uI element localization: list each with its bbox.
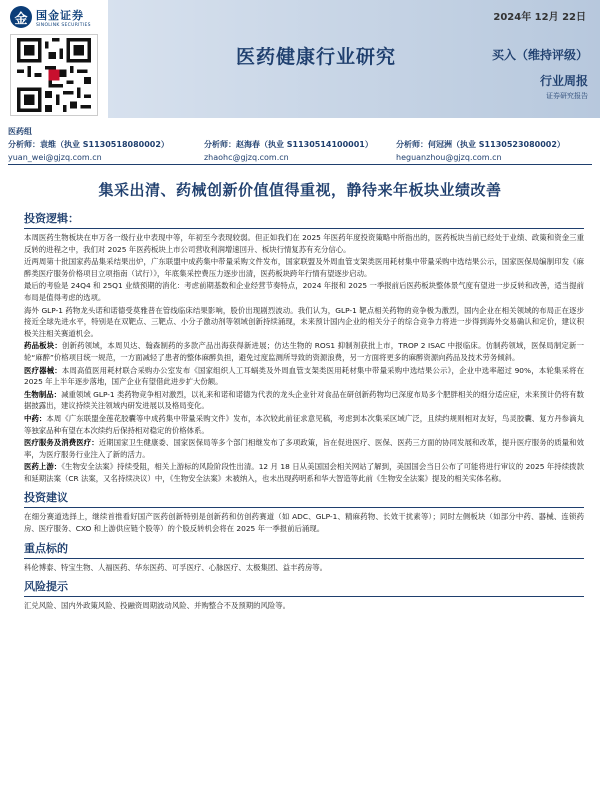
brand-name: 国金证券 (36, 8, 84, 22)
paragraph-targets: 科伦博泰、特宝生物、人福医药、华东医药、可孚医疗、心脉医疗、太极集团、益丰药房等。 (24, 562, 328, 572)
analyst-card (8, 139, 204, 162)
paragraph: 海外 GLP-1 药物龙头诺和诺德受莫雅普在管线临床结果影响，股价出现剧烈波动。我们认为，GLP-1 靶点相关药物的竞争极为激烈，国内企业在相关领域的布局正在逐步接近全球先进水平，特别是在双靶点、三靶点、小分子激动剂等领域创新持续涌现，未来预计国内企业的相关分子的综合竞争力将进一步得到海外交易确认和定价，建议积极关注相关赛道机会。 (24, 305, 584, 338)
paragraph-devices: 医疗器械：本周高值医用耗材联合采购办公室发布《国家组织人工耳蜗类及外周血管支架类医用耗材集中带量采购中选结果公示》，企业中选率超过 90%，本轮集采将在 2025 年上半年逐步落地，国产企业有望借此进步扩大份额。 (24, 365, 584, 387)
section-title-advice: 投资建议 (24, 491, 68, 505)
paragraph-lead: 药品板块： (24, 341, 62, 351)
analyst-email[interactable]: zhaohc@gjzq.com.cn (203, 153, 289, 162)
report-type: 行业周报 (539, 74, 588, 88)
main-title: 集采出清、药械创新价值值得重视，静待来年板块业绩改善 (98, 181, 502, 199)
paragraph-lead: 医药上游： (24, 462, 62, 472)
section-rule (24, 507, 584, 508)
qr-code-icon[interactable] (10, 34, 98, 116)
brand-logo-icon: 金 (10, 6, 32, 28)
rating-badge: 买入（维持评级） (491, 48, 588, 62)
report-subtype: 证券研究报告 (546, 92, 588, 100)
paragraph: 最后的考验是 24Q4 和 25Q1 业绩预期的消化：考虑前期基数和企业经营节奏特点，2024 年报和 2025 一季报前后医药板块整体景气度有望进一步反转和改善，适当提前布局是值得考虑的选项。 (24, 281, 584, 302)
paragraph-services: 医疗服务及消费医疗：近期国家卫生健康委、国家医保局等多个部门相继发布了多项政策，旨在促进医疗、医保、医药三方面的协同发展和改革，提升医疗服务的质量和效率，为医疗服务行业注入了新的活力。 (24, 438, 584, 459)
report-header (0, 0, 600, 118)
brand (10, 6, 91, 28)
analyst-card (204, 139, 396, 162)
analyst-block (8, 126, 592, 165)
section-rule (24, 558, 584, 559)
section-title-targets: 重点标的 (24, 541, 68, 555)
report-title: 医药健康行业研究 (236, 46, 397, 68)
paragraph-lead: 医疗器械： (24, 365, 62, 375)
analyst-email[interactable]: yuan_wei@gjzq.com.cn (8, 153, 102, 162)
analyst-name: 分析师：何冠洲（执业 S1130523080002） (396, 140, 565, 149)
section-rule (24, 228, 584, 229)
analyst-name: 分析师：袁维（执业 S1130518080002） (8, 140, 169, 149)
section-title-logic: 投资逻辑： (24, 212, 79, 225)
paragraph-pharma: 药品板块：创新药领域，本周贝达、翰森制药的多款产品出海获得新进展；仿达生物的 ROS1 抑制剂获批上市，TROP 2 ISAC 中报临床。仿制药领域，医保局制定新一轮“麻醉”价格项目统一规范，一方面减轻了患者的整体麻醉负担，避免过度监测所导致的资源浪费，另一方面将更多的麻醉资源向药品及技术劳务倾斜。 (24, 341, 584, 362)
paragraph-biologics: 生物制品：减重领域 GLP-1 类药物竞争相对激烈，以礼来和诺和诺德为代表的龙头企业针对食品在研创新药物均已深度布局多个肥胖相关的细分适应症，未来预计仍将有数据披露出，建议持续关注领域内研发进展以及格局变化。 (24, 389, 584, 411)
report-body (24, 210, 584, 613)
section-title-risks: 风险提示 (24, 580, 68, 594)
section-rule (24, 596, 584, 597)
analyst-card (396, 139, 592, 162)
analyst-group: 医药组 (8, 127, 32, 136)
paragraph: 近两周第十批国家药品集采结果出炉，广东联盟中成药集中带量采购文件发布，国家联盟及外周血管支架类医用耗材集中带量采购中选结果公示，国家医保局编制印发《麻醉类医疗服务价格项目立项指南（试行）》，年底集采控费压力逐步出清，医药板块跨年行情有望逐步启动。 (24, 257, 584, 278)
report-date: 2024年 12月 22日 (493, 12, 586, 23)
brand-en: SINOLINK SECURITIES (36, 22, 91, 28)
paragraph-upstream: 医药上游：《生物安全法案》持续受阻，相关上游标的风险阶段性出清。12 月 18 日从美国国会相关网站了解到，美国国会当日公布了可能将进行审议的 2025 年持续拨款和延期法案（CR 法案，又名持续决议）中，《生物安全法案》未被纳入，也未出现药明系和华大智造等此前《生物安全法案》提及的相关实体名称。 (24, 462, 584, 483)
divider (8, 164, 592, 165)
analyst-email[interactable]: heguanzhou@gjzq.com.cn (396, 153, 502, 162)
analyst-name: 分析师：赵海春（执业 S1130514100001） (203, 140, 373, 149)
paragraph-lead: 生物制品： (24, 389, 62, 399)
paragraph-risks: 汇兑风险、国内外政策风险、投融资周期波动风险、并购整合不及预期的风险等。 (24, 601, 291, 611)
paragraph-tcm: 中药：本周《广东联盟金莲花胶囊等中成药集中带量采购文件》发布，本次较此前征求意见稿，考虑到本次集采区域广泛，且续约规则相对友好，鸟灵胶囊、复方丹参滴丸等独家品种有望在本次续约后保持相对稳定的价格体系。 (24, 413, 584, 435)
paragraph-advice: 在细分赛道选择上，继续首推看好国产医药创新特别是创新药和仿创药赛道（如 ADC、GLP-1、精麻药物、长效干扰素等）；同时左侧板块（如部分中药、器械、连锁药房、医疗服务、CXO 和上游供应链个股等）的个股反转机会将在 2025 年一季报前后涌现。 (24, 512, 584, 534)
paragraph-lead: 医疗服务及消费医疗： (24, 438, 99, 448)
paragraph: 本周医药生物板块在申万各一级行业中表现中等，年初至今表现较弱。但正如我们在 2025 年医药年度投资策略中所指出的，医药板块当前已经处于业绩、政策和资金三重反转的进程之中，我们对 2025 年医药板块上市公司营收利润增速回升、板块行情复苏有充分信心。 (24, 233, 584, 254)
paragraph-lead: 中药： (24, 413, 47, 423)
